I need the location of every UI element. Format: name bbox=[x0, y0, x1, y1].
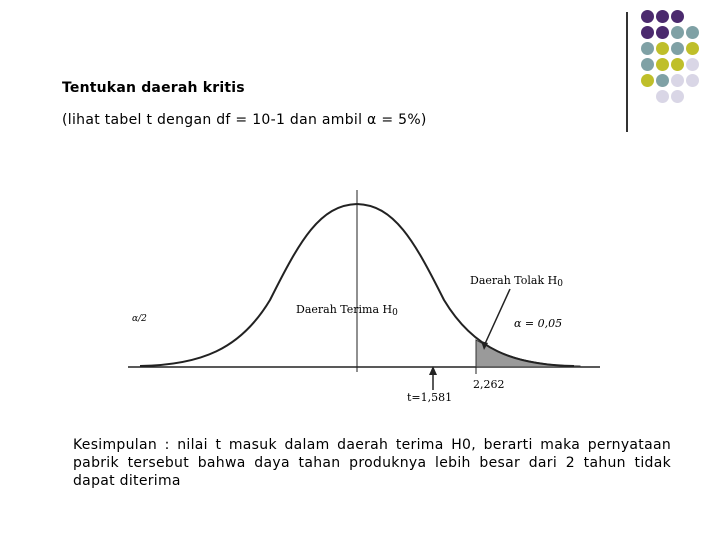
reject-label-text: Daerah Tolak H bbox=[470, 274, 558, 287]
alpha-half-label: α/2 bbox=[132, 314, 147, 324]
accept-label-text: Daerah Terima H bbox=[296, 303, 393, 316]
conclusion-text: Kesimpulan : nilai t masuk dalam daerah terima H0, berarti maka pernyataan pabrik tersebut bahwa daya tahan produknya lebih besar dari 2 tahun tidak dapat diterima bbox=[73, 437, 671, 489]
reject-arrow bbox=[484, 289, 510, 346]
critical-value-label: 2,262 bbox=[473, 378, 505, 391]
alpha-symbol: α bbox=[367, 112, 377, 128]
accept-region-label bbox=[296, 303, 398, 318]
subtitle-prefix: (lihat tabel t dengan df = 10-1 dan ambil bbox=[62, 112, 368, 128]
subtitle-suffix: = 5%) bbox=[376, 112, 427, 128]
page-title: Tentukan daerah kritis bbox=[62, 80, 245, 96]
t-value-label: t=1,581 bbox=[407, 391, 453, 404]
rejection-region bbox=[476, 340, 580, 367]
reject-label-sub: 0 bbox=[557, 279, 563, 289]
alpha-value-label: α = 0,05 bbox=[514, 317, 563, 330]
reject-region-label bbox=[470, 274, 563, 289]
accept-label-sub: 0 bbox=[392, 308, 398, 318]
